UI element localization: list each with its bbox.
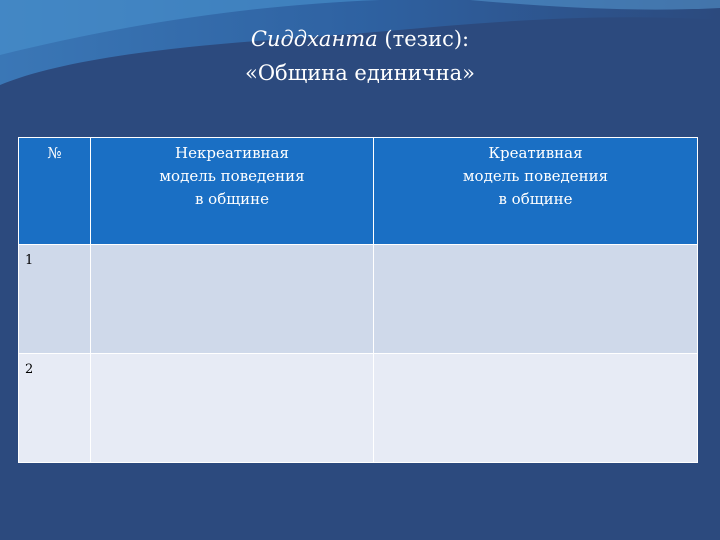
row-creative-cell[interactable]	[374, 354, 698, 463]
title-term-suffix: (тезис):	[377, 27, 470, 51]
comparison-table-container	[18, 137, 697, 463]
table-header-row	[19, 138, 698, 245]
title-term: Сиддханта	[250, 27, 378, 51]
comparison-table	[18, 137, 698, 463]
slide-title	[0, 22, 720, 90]
row-non-creative-cell[interactable]	[91, 354, 374, 463]
header-number-label: №	[47, 144, 62, 162]
header-creative	[374, 138, 698, 245]
header-non-creative-label: Некреативная модель поведения в общине	[159, 144, 305, 208]
header-non-creative	[91, 138, 374, 245]
table-row	[19, 354, 698, 463]
row-number-cell: 2	[19, 354, 91, 463]
row-non-creative-cell[interactable]	[91, 245, 374, 354]
table-row	[19, 245, 698, 354]
row-creative-cell[interactable]	[374, 245, 698, 354]
title-thesis: «Община единична»	[244, 61, 475, 85]
row-number-cell: 1	[19, 245, 91, 354]
title-line-1	[0, 22, 720, 56]
header-number	[19, 138, 91, 245]
header-creative-label: Креативная модель поведения в общине	[462, 144, 609, 208]
